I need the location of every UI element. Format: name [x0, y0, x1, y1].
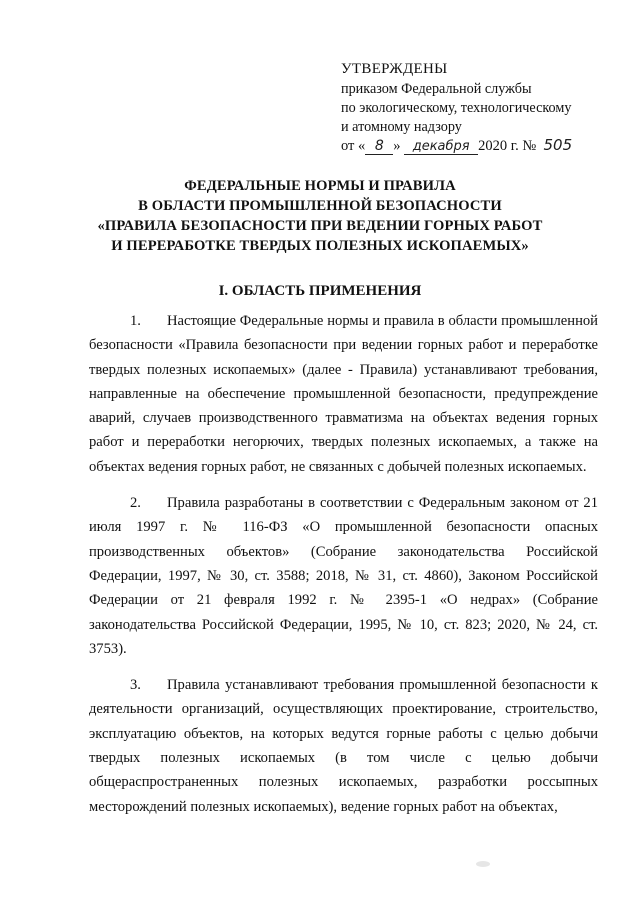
paragraph-number: 3.: [130, 677, 141, 694]
approval-line-2: по экологическому, технологическому: [341, 100, 572, 116]
handwritten-order-number: 505: [543, 136, 573, 154]
approval-line-1: приказом Федеральной службы: [341, 81, 532, 97]
paragraph-1: [89, 309, 598, 479]
paragraph-2: [89, 491, 598, 661]
paragraph-text: Правила устанавливают требования промышленной безопасности к деятельности организаций, осуществляющих проектирование, строительство, эксплуатацию объектов, на которых ведутся горные работы с целью добычи твердых полезных ископаемых (в том числе с целью добычи общераспространенных полезных ископаемых, разработки россыпных месторождений полезных ископаемых), ведение горных работ на объектах,: [89, 677, 598, 815]
scan-speck: [476, 861, 490, 867]
document-title: [40, 176, 600, 256]
handwritten-month: декабря: [404, 139, 478, 155]
approval-date-line: [341, 137, 621, 156]
paragraph-3: [89, 673, 598, 819]
year-text: 2020 г. №: [478, 138, 537, 154]
approval-stamp-block: [341, 60, 621, 156]
paragraph-text: Настоящие Федеральные нормы и правила в области промышленной безопасности «Правила безопасности при ведении горных работ и переработке твердых полезных ископаемых» (далее - Правила) устанавливают требования, направленные на обеспечение промышленной безопасности, предупреждение аварий, случаев производственного травматизма на объектах ведения горных работ и переработки негорючих, твердых полезных ископаемых, а также на объектах ведения горных работ, не связанных с добычей полезных ископаемых.: [89, 313, 598, 475]
title-line-2: В ОБЛАСТИ ПРОМЫШЛЕННОЙ БЕЗОПАСНОСТИ: [138, 198, 502, 214]
handwritten-day: 8: [365, 139, 393, 155]
date-prefix: от «: [341, 138, 366, 154]
paragraph-number: 2.: [130, 495, 141, 512]
document-body: [89, 309, 598, 831]
title-line-3: «ПРАВИЛА БЕЗОПАСНОСТИ ПРИ ВЕДЕНИИ ГОРНЫХ РАБОТ: [97, 218, 543, 234]
section-heading: I. ОБЛАСТЬ ПРИМЕНЕНИЯ: [218, 283, 422, 299]
title-line-4: И ПЕРЕРАБОТКЕ ТВЕРДЫХ ПОЛЕЗНЫХ ИСКОПАЕМЫХ»: [111, 238, 529, 254]
approval-line-3: и атомному надзору: [341, 119, 462, 135]
approval-heading: УТВЕРЖДЕНЫ: [341, 61, 448, 77]
paragraph-text: Правила разработаны в соответствии с Федеральным законом от 21 июля 1997 г. № 116-ФЗ «О промышленной безопасности опасных производственных объектов» (Собрание законодательства Российской Федерации, 1997, № 30, ст. 3588; 2018, № 31, ст. 4860), Законом Российской Федерации от 21 февраля 1992 г. № 2395-1 «О недрах» (Собрание законодательства Российской Федерации, 1995, № 10, ст. 823; 2020, № 24, ст. 3753).: [89, 495, 598, 657]
paragraph-number: 1.: [130, 313, 141, 329]
title-line-1: ФЕДЕРАЛЬНЫЕ НОРМЫ И ПРАВИЛА: [184, 178, 456, 194]
date-mid: »: [393, 138, 401, 154]
